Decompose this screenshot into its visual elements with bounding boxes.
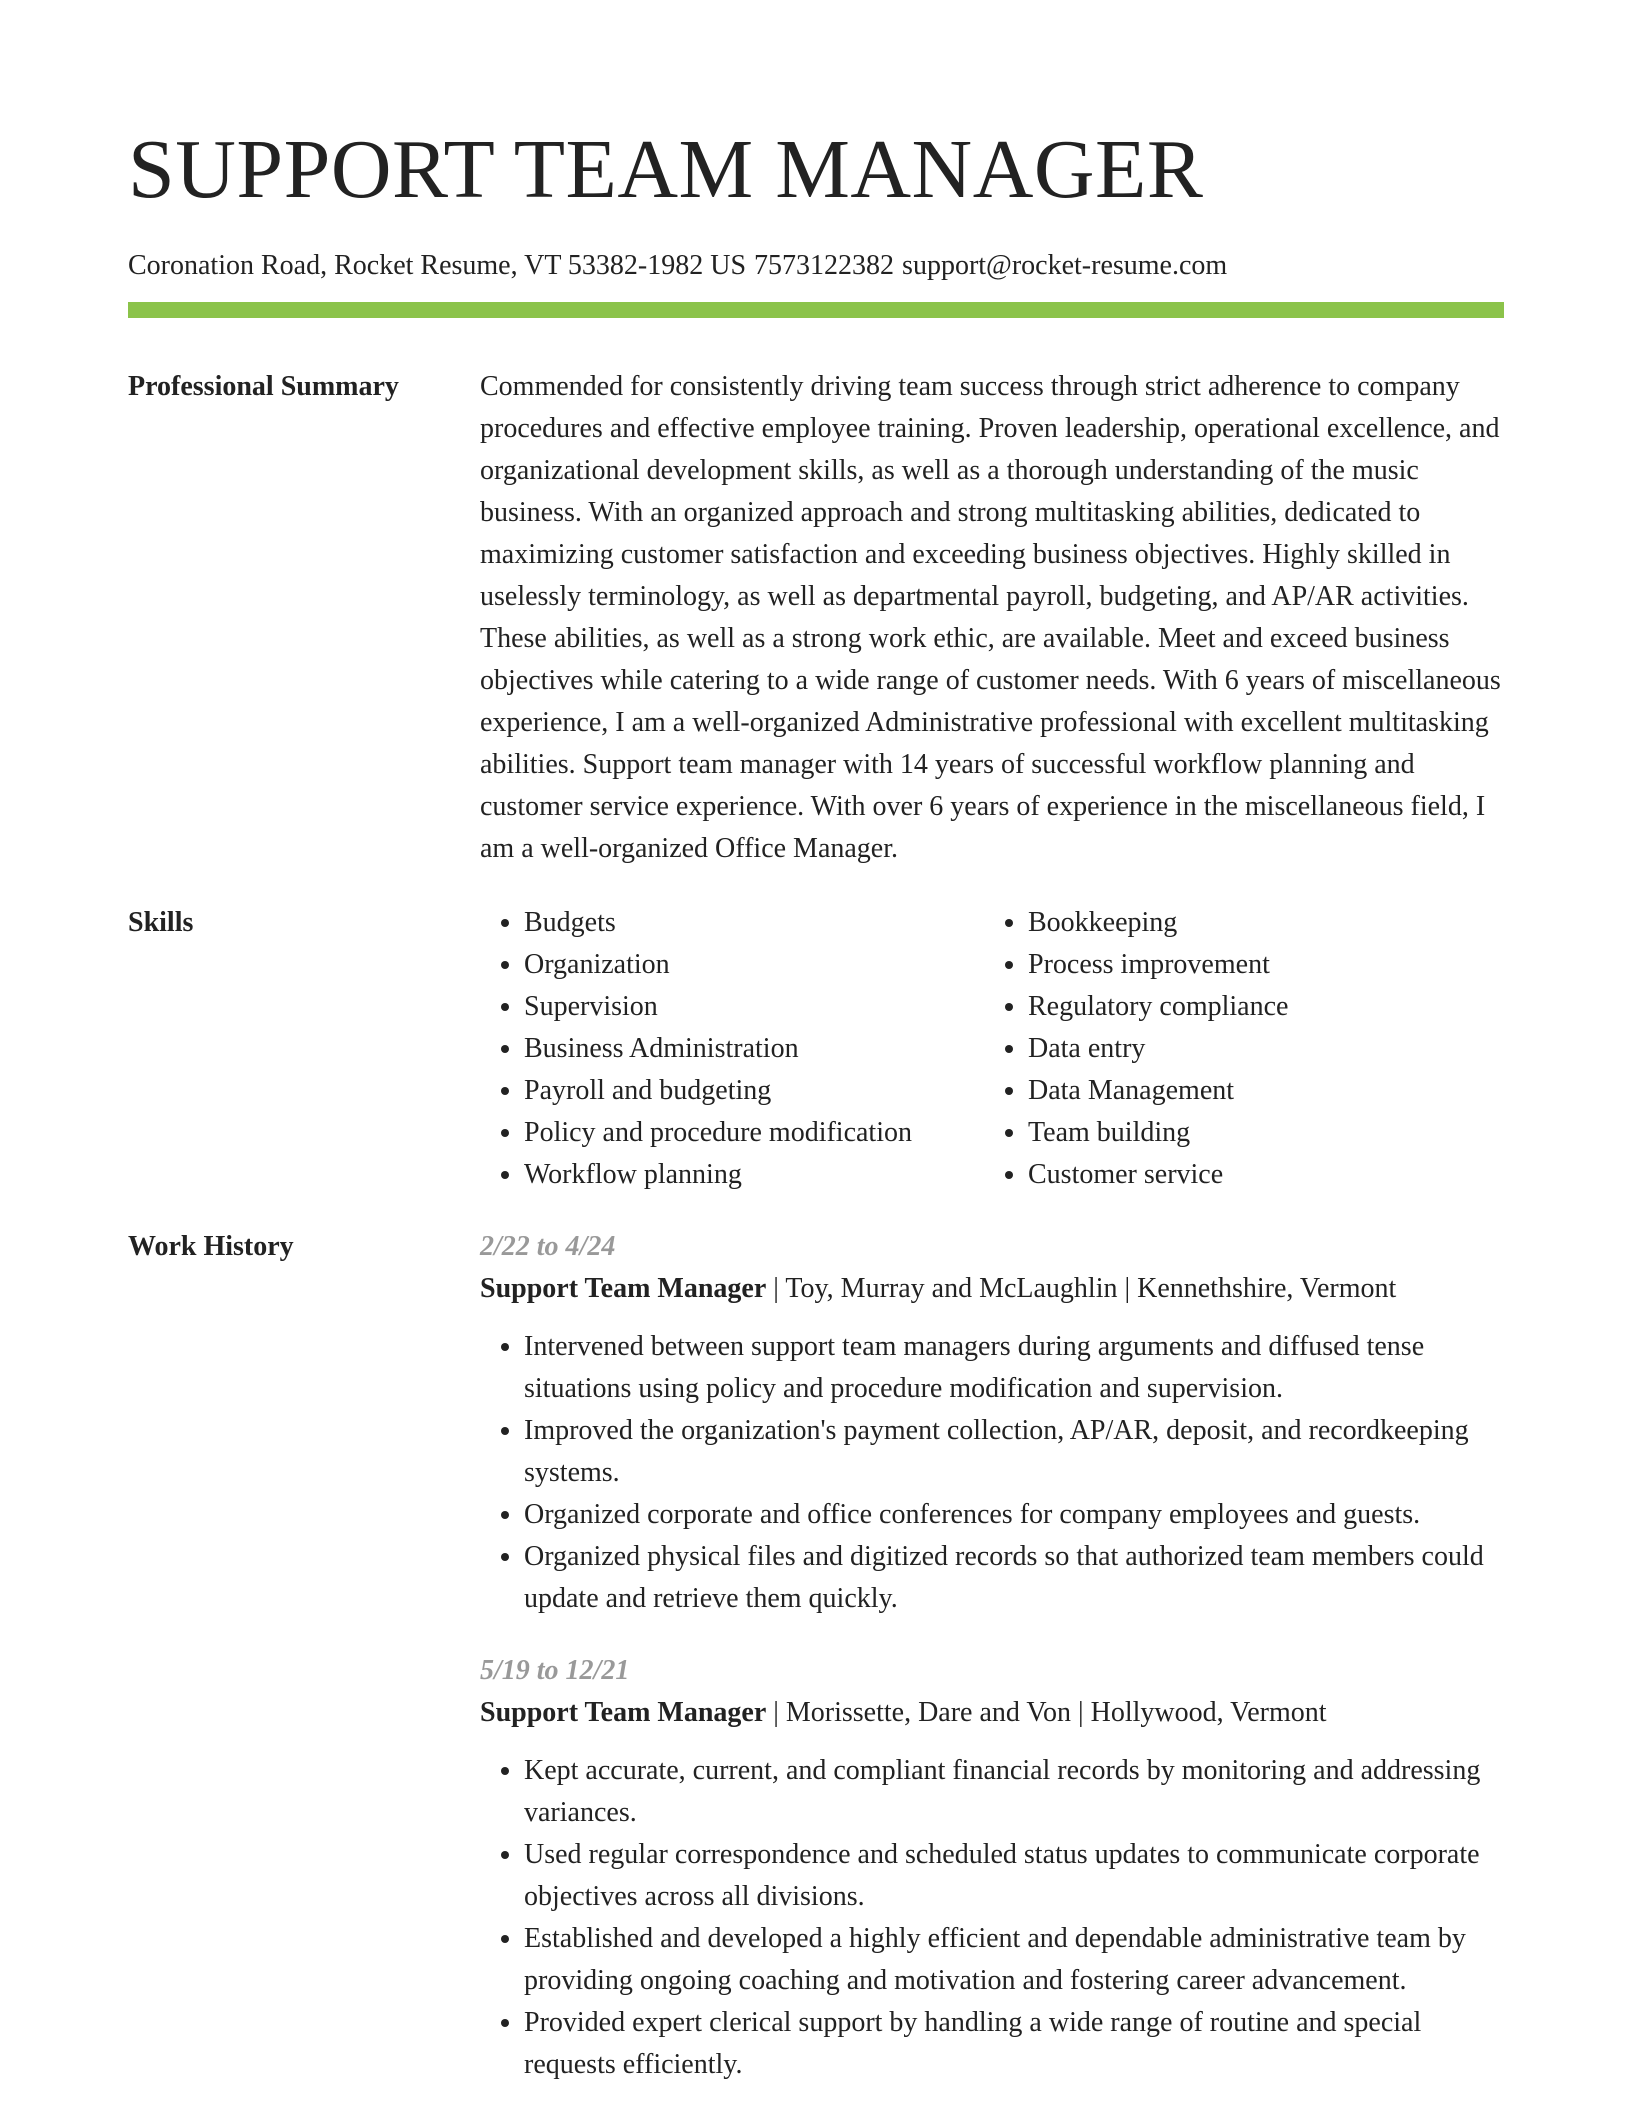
job-dates: 2/22 to 4/24: [480, 1231, 616, 1262]
skill-item: • Regulatory compliance: [1028, 986, 1488, 1028]
skill-item: • Team building: [1028, 1112, 1488, 1154]
summary-text: Commended for consistently driving team success through strict adherence to company procedures and effective employee training. Proven leadership, operational excellence, and organizational development skills, as well as a thorough understanding of the music business. With an organized approach and strong multitasking abilities, dedicated to maximizing customer satisfaction and exceeding business objectives. Highly skilled in uselessly terminology, as well as departmental payroll, budgeting, and AP/AR activities. These abilities, as well as a strong work ethic, are available. Meet and exceed business objectives while catering to a wide range of customer needs. With 6 years of miscellaneous experience, I am a well-organized Administrative professional with excellent multitasking abilities. Support team manager with 14 years of successful workflow planning and customer service experience. With over 6 years of experience in the miscellaneous field, I am a well-organized Office Manager.: [480, 371, 1501, 864]
job-bullets: [480, 1750, 1504, 2086]
job-heading: [480, 1268, 1504, 1310]
skills-section: [128, 902, 1504, 1196]
contact-phone: 7573122382: [754, 250, 895, 281]
skill-item: • Bookkeeping: [1028, 902, 1488, 944]
job-bullets: [480, 1326, 1504, 1620]
summary-label: Professional Summary: [128, 371, 399, 402]
skill-item: • Business Administration: [524, 1028, 984, 1070]
summary-section: [128, 366, 1504, 870]
job-bullet: • Established and developed a highly efficient and dependable administrative team by providing ongoing coaching and motivation and fostering career advancement.: [524, 1918, 1504, 2002]
skill-item: • Budgets: [524, 902, 984, 944]
skills-list-right: [984, 902, 1488, 1196]
work-history-label: Work History: [128, 1231, 294, 1262]
skill-item: • Payroll and budgeting: [524, 1070, 984, 1112]
job-bullet: • Used regular correspondence and scheduled status updates to communicate corporate objectives across all divisions.: [524, 1834, 1504, 1918]
skill-item: • Workflow planning: [524, 1154, 984, 1196]
contact-address: Coronation Road, Rocket Resume, VT 53382-1982 US: [128, 250, 747, 281]
job-bullet: • Intervened between support team managers during arguments and diffused tense situations using policy and procedure modification and supervision.: [524, 1326, 1504, 1410]
job-details: | Morissette, Dare and Von | Hollywood, Vermont: [766, 1697, 1327, 1728]
skill-item: • Policy and procedure modification: [524, 1112, 984, 1154]
skills-list-left: [480, 902, 984, 1196]
skill-item: • Supervision: [524, 986, 984, 1028]
skills-body: [480, 902, 1504, 1196]
job-bullet: • Kept accurate, current, and compliant financial records by monitoring and addressing variances.: [524, 1750, 1504, 1834]
job-bullet: • Organized physical files and digitized records so that authorized team members could update and retrieve them quickly.: [524, 1536, 1504, 1620]
resume-page: [128, 0, 1504, 2086]
job-bullet: • Improved the organization's payment collection, AP/AR, deposit, and recordkeeping systems.: [524, 1410, 1504, 1494]
summary-body: [480, 366, 1504, 870]
job-title: Support Team Manager: [480, 1273, 767, 1304]
work-history-body: [480, 1226, 1504, 2086]
accent-divider: [128, 302, 1504, 318]
skill-item: • Organization: [524, 944, 984, 986]
job-entry: [480, 1650, 1504, 2086]
job-title: Support Team Manager: [480, 1697, 767, 1728]
job-bullet: • Organized corporate and office conferences for company employees and guests.: [524, 1494, 1504, 1536]
job-entry: [480, 1226, 1504, 1620]
skills-label: Skills: [128, 907, 194, 938]
skill-item: • Data entry: [1028, 1028, 1488, 1070]
contact-line: [128, 248, 1504, 284]
job-bullet: • Provided expert clerical support by handling a wide range of routine and special requests efficiently.: [524, 2002, 1504, 2086]
skill-item: • Process improvement: [1028, 944, 1488, 986]
contact-email: support@rocket-resume.com: [902, 250, 1228, 281]
resume-title: SUPPORT TEAM MANAGER: [128, 123, 1204, 216]
skill-item: • Customer service: [1028, 1154, 1488, 1196]
job-details: | Toy, Murray and McLaughlin | Kennethshire, Vermont: [766, 1273, 1397, 1304]
job-dates: 5/19 to 12/21: [480, 1655, 630, 1686]
job-heading: [480, 1692, 1504, 1734]
work-history-section: [128, 1226, 1504, 2086]
skill-item: • Data Management: [1028, 1070, 1488, 1112]
